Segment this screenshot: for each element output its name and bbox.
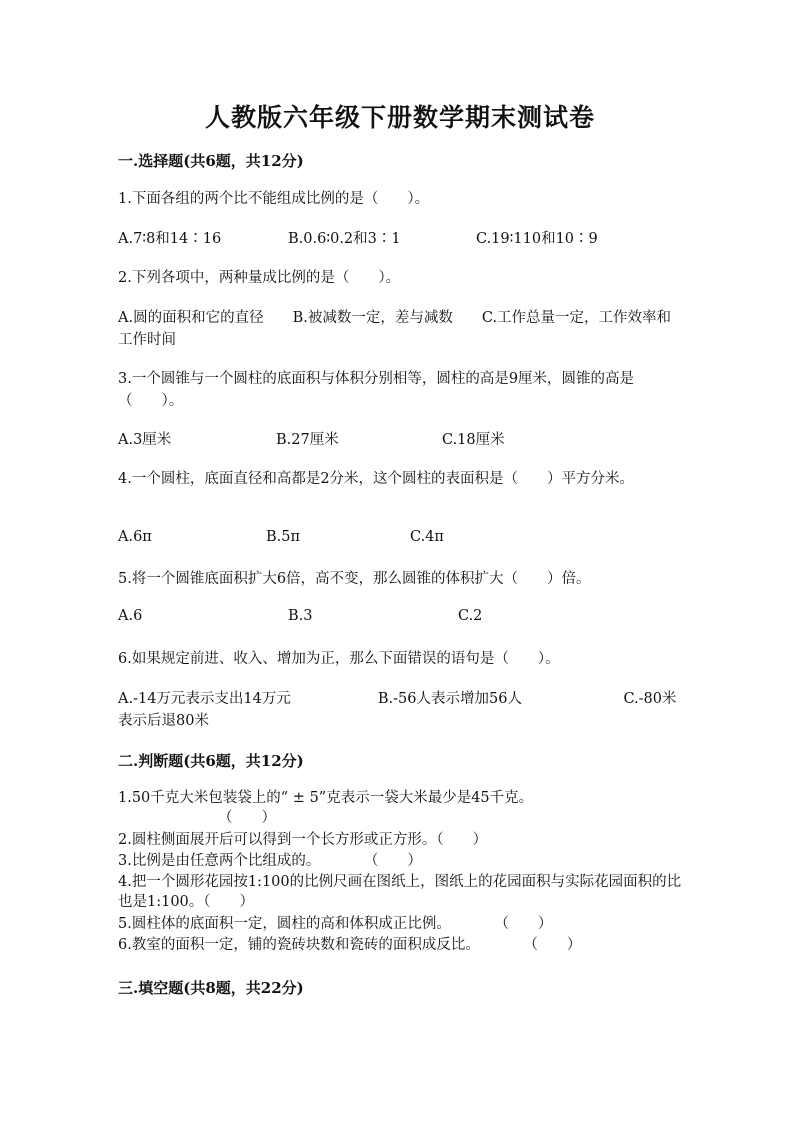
option-b: B.0.6∶0.2和3∶1: [288, 231, 401, 247]
option-c: C.4π: [410, 529, 444, 545]
page-title: 人教版六年级下册数学期末测试卷: [204, 103, 595, 132]
option-b: B.27厘米: [276, 432, 339, 448]
question-stem: 4.一个圆柱，底面直径和高都是2分米，这个圆柱的表面积是（ ）平方分米。: [118, 471, 635, 487]
section-heading-choice: 一.选择题(共6题，共12分): [118, 152, 304, 170]
judge-item: [118, 788, 683, 828]
option-a: A.6π: [118, 529, 152, 545]
question-options: [118, 529, 683, 551]
judge-item: 2.圆柱侧面展开后可以得到一个长方形或正方形。（ ）: [118, 832, 488, 848]
question-options: A.-14万元表示支出14万元 B.-56人表示增加56人 C.-80米表示后退80米: [118, 691, 677, 729]
section-heading-fill: 三.填空题(共8题，共22分): [118, 979, 304, 997]
question-stem: 3.一个圆锥与一个圆柱的底面积与体积分别相等，圆柱的高是9厘米，圆锥的高是（ ）。: [118, 371, 635, 409]
option-c: C.2: [458, 608, 483, 624]
question-stem: 5.将一个圆锥底面积扩大6倍，高不变，那么圆锥的体积扩大（ ）倍。: [118, 571, 591, 587]
question-stem: 2.下列各项中，两种量成比例的是（ ）。: [118, 270, 401, 286]
section-heading-judge: 二.判断题(共6题，共12分): [118, 752, 304, 770]
option-c: C.19∶110和10∶9: [476, 231, 598, 247]
option-c: C.18厘米: [442, 432, 505, 448]
judge-item: 5.圆柱体的底面积一定，圆柱的高和体积成正比例。 （ ）: [118, 916, 553, 932]
option-b: B.3: [288, 608, 313, 624]
question-options: [118, 608, 683, 630]
judge-item: 4.把一个圆形花园按1:100的比例尺画在图纸上，图纸上的花园面积与实际花园面积的比也是1:100。（ ）: [118, 874, 682, 910]
option-a: A.7∶8和14∶16: [118, 231, 222, 247]
question-stem: 1.下面各组的两个比不能组成比例的是（ ）。: [118, 191, 430, 207]
option-a: A.6: [118, 608, 143, 624]
judge-item: 6.教室的面积一定，铺的瓷砖块数和瓷砖的面积成反比。 （ ）: [118, 937, 582, 953]
judge-item: 3.比例是由任意两个比组成的。 （ ）: [118, 853, 422, 869]
option-a: A.3厘米: [118, 432, 172, 448]
answer-blank: （ ）: [218, 810, 276, 826]
option-b: B.5π: [266, 529, 301, 545]
question-stem: 6.如果规定前进、收入、增加为正，那么下面错误的语句是（ ）。: [118, 651, 560, 667]
question-options: [118, 227, 683, 249]
judge-item-text: 1.50千克大米包装袋上的“ ± 5”克表示一袋大米最少是45千克。: [118, 790, 534, 806]
question-options: [118, 428, 683, 450]
question-options: A.圆的面积和它的直径 B.被减数一定，差与减数 C.工作总量一定，工作效率和工作时间: [118, 310, 672, 348]
